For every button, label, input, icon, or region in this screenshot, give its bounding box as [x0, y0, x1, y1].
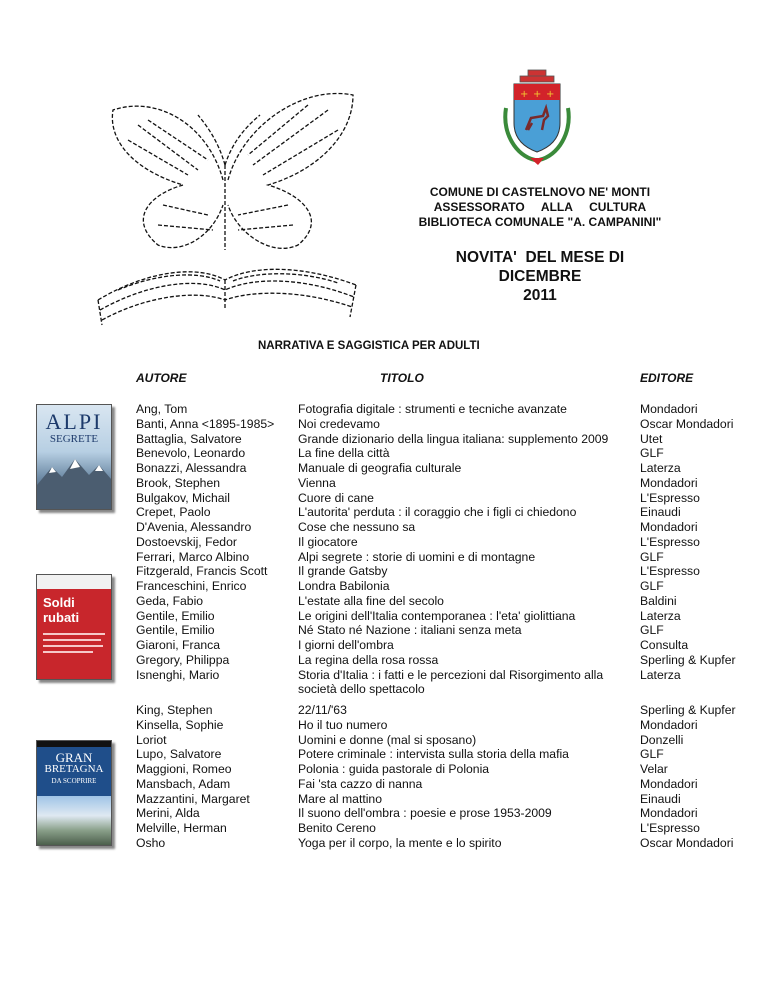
book-editore-cell: Mondadori — [640, 520, 698, 534]
book-autore-cell: King, Stephen — [136, 703, 213, 717]
book-titolo-cell: Ho il tuo numero — [298, 717, 388, 732]
book-titolo-cell: Storia d'Italia : i fatti e le percezioni dal Risorgimento alla società dello spettacolo — [298, 667, 604, 697]
book-autore-cell: Osho — [136, 835, 166, 850]
book-editore-cell: Mondadori — [640, 402, 698, 416]
book-titolo-cell: Manuale di geografia culturale — [298, 461, 462, 475]
book-titolo-cell: L'autorita' perduta : il coraggio che i figli ci chiedono — [298, 505, 577, 520]
book-editore-cell: Mondadori — [640, 806, 698, 821]
department-name: ASSESSORATO ALLA CULTURA — [433, 200, 647, 214]
book-autore-cell: Merini, Alda — [136, 806, 200, 821]
book-titolo-cell: Benito Cereno — [298, 821, 376, 835]
svg-text:+: + — [533, 89, 542, 100]
book-editore-cell: GLF — [640, 446, 664, 461]
book-autore-cell: Fitzgerald, Francis Scott — [136, 564, 268, 579]
book-autore-cell: Crepet, Paolo — [136, 505, 211, 520]
book-autore-cell: Geda, Fabio — [136, 593, 204, 608]
autore-column — [136, 402, 274, 851]
book-editore-cell: Mondadori — [640, 717, 698, 732]
book-editore-cell: Sperling & Kupfer — [640, 652, 736, 667]
cover-gran-title-1: GRAN — [55, 750, 93, 765]
book-titolo-cell: I giorni dell'ombra — [298, 638, 394, 652]
book-autore-cell: Loriot — [136, 732, 167, 747]
column-header-editore: EDITORE — [640, 371, 694, 385]
book-editore-cell: Mondadori — [640, 776, 698, 791]
book-titolo-cell: Le origini dell'Italia contemporanea : l'eta' giolittiana — [298, 608, 576, 623]
book-autore-cell: Banti, Anna <1895-1985> — [136, 416, 275, 431]
book-titolo-cell: Londra Babilonia — [298, 579, 390, 593]
book-titolo-cell: 22/11/'63 — [298, 703, 347, 717]
book-editore-cell: GLF — [640, 623, 664, 638]
book-autore-cell: Melville, Herman — [136, 821, 227, 835]
book-editore-cell: L'Espresso — [640, 564, 700, 579]
book-editore-cell: Baldini — [640, 593, 677, 608]
book-titolo-cell: Il giocatore — [298, 534, 358, 549]
book-editore-cell: Velar — [640, 762, 668, 776]
book-editore-cell: L'Espresso — [640, 490, 700, 505]
book-autore-cell: Gentile, Emilio — [136, 623, 215, 638]
book-titolo-cell: Noi credevamo — [298, 416, 380, 431]
cover-alpi-subtitle: SEGRETE — [49, 433, 99, 445]
svg-text:+: + — [520, 89, 529, 100]
book-editore-cell: L'Espresso — [640, 534, 700, 549]
cover-alpi-segrete — [36, 404, 112, 510]
cover-soldi-title-1: Soldi — [43, 595, 75, 610]
title-line-3: 2011 — [523, 287, 557, 304]
book-titolo-cell: Il grande Gatsby — [298, 564, 388, 579]
book-editore-cell: Laterza — [640, 461, 681, 475]
institution-header — [390, 185, 690, 230]
book-titolo-cell: Cuore di cane — [298, 490, 374, 505]
book-editore-cell: Laterza — [640, 667, 681, 682]
cover-gran-title-2: BRETAGNA — [44, 763, 104, 775]
book-titolo-cell: Mare al mattino — [298, 791, 382, 806]
book-titolo-cell: La fine della città — [298, 446, 390, 461]
book-titolo-cell: Fotografia digitale : strumenti e tecniche avanzate — [298, 402, 567, 416]
book-autore-cell: Dostoevskij, Fedor — [136, 534, 237, 549]
book-editore-cell: Mondadori — [640, 475, 698, 490]
column-header-titolo: TITOLO — [380, 371, 424, 385]
book-titolo-cell: Alpi segrete : storie di uomini e di montagne — [298, 549, 536, 564]
book-titolo-cell: Polonia : guida pastorale di Polonia — [298, 762, 490, 776]
book-editore-cell: Laterza — [640, 608, 681, 623]
book-editore-cell: Consulta — [640, 638, 689, 652]
book-editore-cell: GLF — [640, 747, 664, 762]
svg-text:+: + — [546, 89, 555, 100]
book-titolo-cell: Yoga per il corpo, la mente e lo spirito — [298, 835, 502, 850]
book-autore-cell: Gregory, Philippa — [136, 652, 230, 667]
book-autore-cell: Maggioni, Romeo — [136, 762, 232, 776]
titolo-column — [298, 402, 628, 851]
book-autore-cell: Mazzantini, Margaret — [136, 791, 250, 806]
book-titolo-cell: Fai 'sta cazzo di nanna — [298, 776, 423, 791]
book-autore-cell: Bulgakov, Michail — [136, 490, 230, 505]
book-autore-cell: D'Avenia, Alessandro — [136, 520, 252, 534]
book-autore-cell: Bonazzi, Alessandra — [136, 461, 247, 475]
book-titolo-cell: Vienna — [298, 475, 336, 490]
book-titolo-cell: Il suono dell'ombra : poesie e prose 1953-2009 — [298, 806, 552, 821]
book-editore-cell: Oscar Mondadori — [640, 835, 734, 850]
cover-gran-bretagna — [36, 740, 112, 846]
cover-soldi-title-2: rubati — [43, 610, 80, 625]
page-title — [410, 248, 670, 305]
book-titolo-cell: Uomini e donne (mal si sposano) — [298, 732, 477, 747]
book-editore-cell: Oscar Mondadori — [640, 416, 734, 431]
book-editore-cell: L'Espresso — [640, 821, 700, 835]
book-autore-cell: Isnenghi, Mario — [136, 667, 220, 682]
book-autore-cell: Kinsella, Sophie — [136, 717, 224, 732]
section-title: NARRATIVA E SAGGISTICA PER ADULTI — [258, 340, 480, 352]
cover-soldi-rubati — [36, 574, 112, 680]
mountain-image — [37, 455, 111, 509]
book-editore-cell: GLF — [640, 579, 664, 593]
book-autore-cell: Battaglia, Salvatore — [136, 431, 242, 446]
municipal-crest-emblem — [498, 68, 576, 168]
library-name: BIBLIOTECA COMUNALE "A. CAMPANINI" — [418, 215, 662, 229]
book-autore-cell: Ferrari, Marco Albino — [136, 549, 250, 564]
title-line-1: NOVITA' DEL MESE DI — [455, 249, 625, 266]
book-autore-cell: Franceschini, Enrico — [136, 579, 247, 593]
editore-column — [640, 402, 736, 851]
book-autore-cell: Brook, Stephen — [136, 475, 221, 490]
book-titolo-cell: Grande dizionario della lingua italiana: supplemento 2009 — [298, 431, 609, 446]
book-editore-cell: Sperling & Kupfer — [640, 703, 736, 717]
title-line-2: DICEMBRE — [498, 268, 582, 285]
book-editore-cell: GLF — [640, 549, 664, 564]
library-book-butterfly-logo — [88, 85, 363, 330]
book-autore-cell: Ang, Tom — [136, 402, 188, 416]
cover-alpi-title: ALPI — [45, 409, 103, 434]
column-header-autore: AUTORE — [136, 371, 187, 385]
book-titolo-cell: L'estate alla fine del secolo — [298, 593, 444, 608]
book-editore-cell: Einaudi — [640, 505, 681, 520]
book-autore-cell: Gentile, Emilio — [136, 608, 215, 623]
book-titolo-cell: Potere criminale : intervista sulla storia della mafia — [298, 747, 569, 762]
municipality-name: COMUNE DI CASTELNOVO NE' MONTI — [429, 185, 651, 199]
book-titolo-cell: Né Stato né Nazione : italiani senza meta — [298, 623, 522, 638]
book-editore-cell: Utet — [640, 431, 663, 446]
book-editore-cell: Einaudi — [640, 791, 681, 806]
book-autore-cell: Mansbach, Adam — [136, 776, 231, 791]
book-titolo-cell: Cose che nessuno sa — [298, 520, 416, 534]
cover-gran-subtitle: DA SCOPRIRE — [51, 777, 97, 785]
book-autore-cell: Benevolo, Leonardo — [136, 446, 246, 461]
book-autore-cell: Lupo, Salvatore — [136, 747, 222, 762]
book-autore-cell: Giaroni, Franca — [136, 638, 220, 652]
book-titolo-cell: La regina della rosa rossa — [298, 652, 439, 667]
book-editore-cell: Donzelli — [640, 732, 684, 747]
